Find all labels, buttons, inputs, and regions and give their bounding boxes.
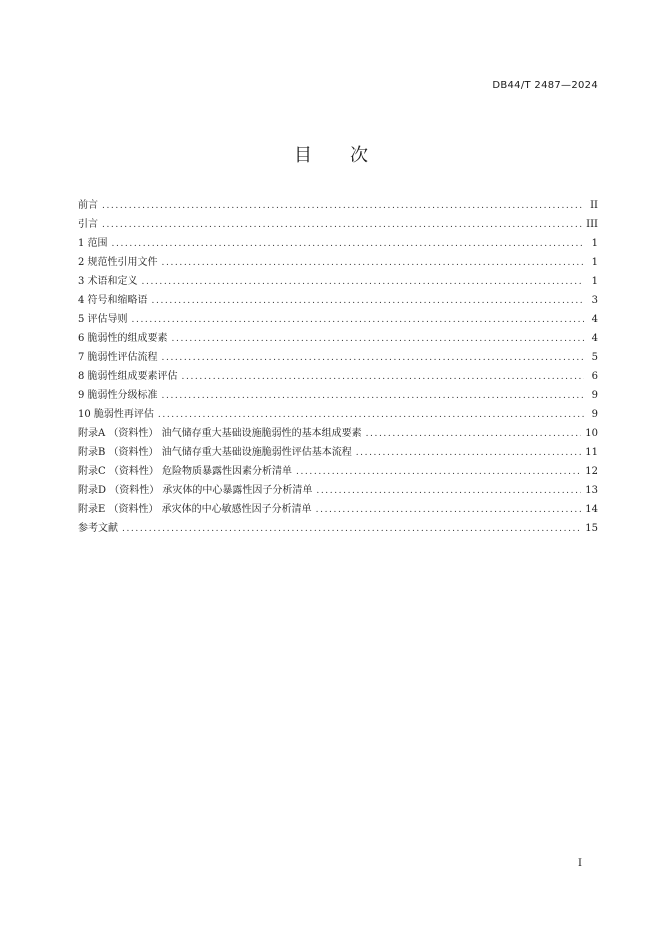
toc-entry[interactable]	[78, 519, 598, 538]
toc-dot-leader	[162, 349, 584, 368]
toc-entry-page: 4	[591, 314, 598, 325]
toc-entry-page: 4	[591, 333, 598, 344]
toc-entry-label: 附录B （资料性） 油气储存重大基础设施脆弱性评估基本流程	[78, 447, 352, 458]
toc-entry-label: 6 脆弱性的组成要素	[78, 333, 168, 344]
toc-entry-page: 11	[585, 447, 598, 458]
toc-entry[interactable]	[78, 462, 598, 481]
toc-entry[interactable]	[78, 405, 598, 424]
toc-dot-leader	[162, 387, 584, 406]
toc-dot-leader	[142, 273, 584, 292]
toc-entry[interactable]	[78, 424, 598, 443]
toc-entry[interactable]	[78, 196, 598, 215]
toc-entry-page: 14	[585, 504, 598, 515]
toc-entry-label: 10 脆弱性再评估	[78, 409, 154, 420]
toc-entry-page: 3	[591, 295, 598, 306]
toc-dot-leader	[158, 406, 584, 425]
toc-entry-page: 1	[591, 257, 598, 268]
toc-dot-leader	[122, 520, 581, 539]
toc-entry-page: 9	[591, 409, 598, 420]
toc-dot-leader	[112, 235, 584, 254]
toc-entry-page: 13	[585, 485, 598, 496]
toc-entry[interactable]	[78, 253, 598, 272]
toc-entry[interactable]	[78, 481, 598, 500]
toc-entry-label: 1 范围	[78, 238, 108, 249]
toc-entry-page: 5	[591, 352, 598, 363]
toc-entry-label: 附录D （资料性） 承灾体的中心暴露性因子分析清单	[78, 485, 313, 496]
toc-entry-page: 10	[585, 428, 598, 439]
document-code: DB44/T 2487—2024	[492, 80, 598, 91]
toc-entry[interactable]	[78, 272, 598, 291]
toc-entry[interactable]	[78, 291, 598, 310]
toc-dot-leader	[132, 311, 584, 330]
toc-entry-label: 2 规范性引用文件	[78, 257, 158, 268]
toc-dot-leader	[162, 254, 584, 273]
toc-entry[interactable]	[78, 348, 598, 367]
toc-entry[interactable]	[78, 234, 598, 253]
toc-dot-leader	[182, 368, 584, 387]
toc-entry-label: 附录C （资料性） 危险物质暴露性因素分析清单	[78, 466, 293, 477]
toc-dot-leader	[356, 444, 582, 463]
toc-entry-label: 前言	[78, 200, 98, 211]
toc-entry-page: 12	[585, 466, 598, 477]
toc-entry-label: 4 符号和缩略语	[78, 295, 148, 306]
toc-dot-leader	[296, 463, 581, 482]
toc-entry-label: 附录E （资料性） 承灾体的中心敏感性因子分析清单	[78, 504, 312, 515]
toc-entry[interactable]	[78, 329, 598, 348]
toc-entry-page: 9	[591, 390, 598, 401]
toc-entry-label: 引言	[78, 219, 98, 230]
toc-entry[interactable]	[78, 443, 598, 462]
toc-entry-page: 1	[591, 276, 598, 287]
toc-entry-page: 1	[591, 238, 598, 249]
toc-entry-label: 8 脆弱性组成要素评估	[78, 371, 178, 382]
toc-entry-page: 15	[585, 523, 598, 534]
page-number: I	[578, 858, 582, 869]
toc-entry-page: III	[586, 219, 598, 230]
toc-entry-label: 9 脆弱性分级标准	[78, 390, 158, 401]
toc-entry-label: 7 脆弱性评估流程	[78, 352, 158, 363]
toc-dot-leader	[152, 292, 584, 311]
toc-dot-leader	[316, 482, 581, 501]
toc-entry-label: 3 术语和定义	[78, 276, 138, 287]
table-of-contents	[78, 196, 598, 538]
toc-dot-leader	[102, 216, 582, 235]
toc-entry-label: 参考文献	[78, 523, 118, 534]
toc-entry[interactable]	[78, 386, 598, 405]
toc-entry-page: II	[590, 200, 598, 211]
toc-dot-leader	[172, 330, 584, 349]
toc-entry[interactable]	[78, 367, 598, 386]
toc-dot-leader	[102, 197, 584, 216]
toc-entry-label: 附录A （资料性） 油气储存重大基础设施脆弱性的基本组成要素	[78, 428, 362, 439]
toc-entry-label: 5 评估导则	[78, 314, 128, 325]
toc-entry[interactable]	[78, 310, 598, 329]
toc-dot-leader	[366, 425, 582, 444]
toc-dot-leader	[316, 501, 582, 520]
toc-entry[interactable]	[78, 500, 598, 519]
toc-entry-page: 6	[591, 371, 598, 382]
page-title: 目次	[294, 145, 406, 166]
toc-entry[interactable]	[78, 215, 598, 234]
